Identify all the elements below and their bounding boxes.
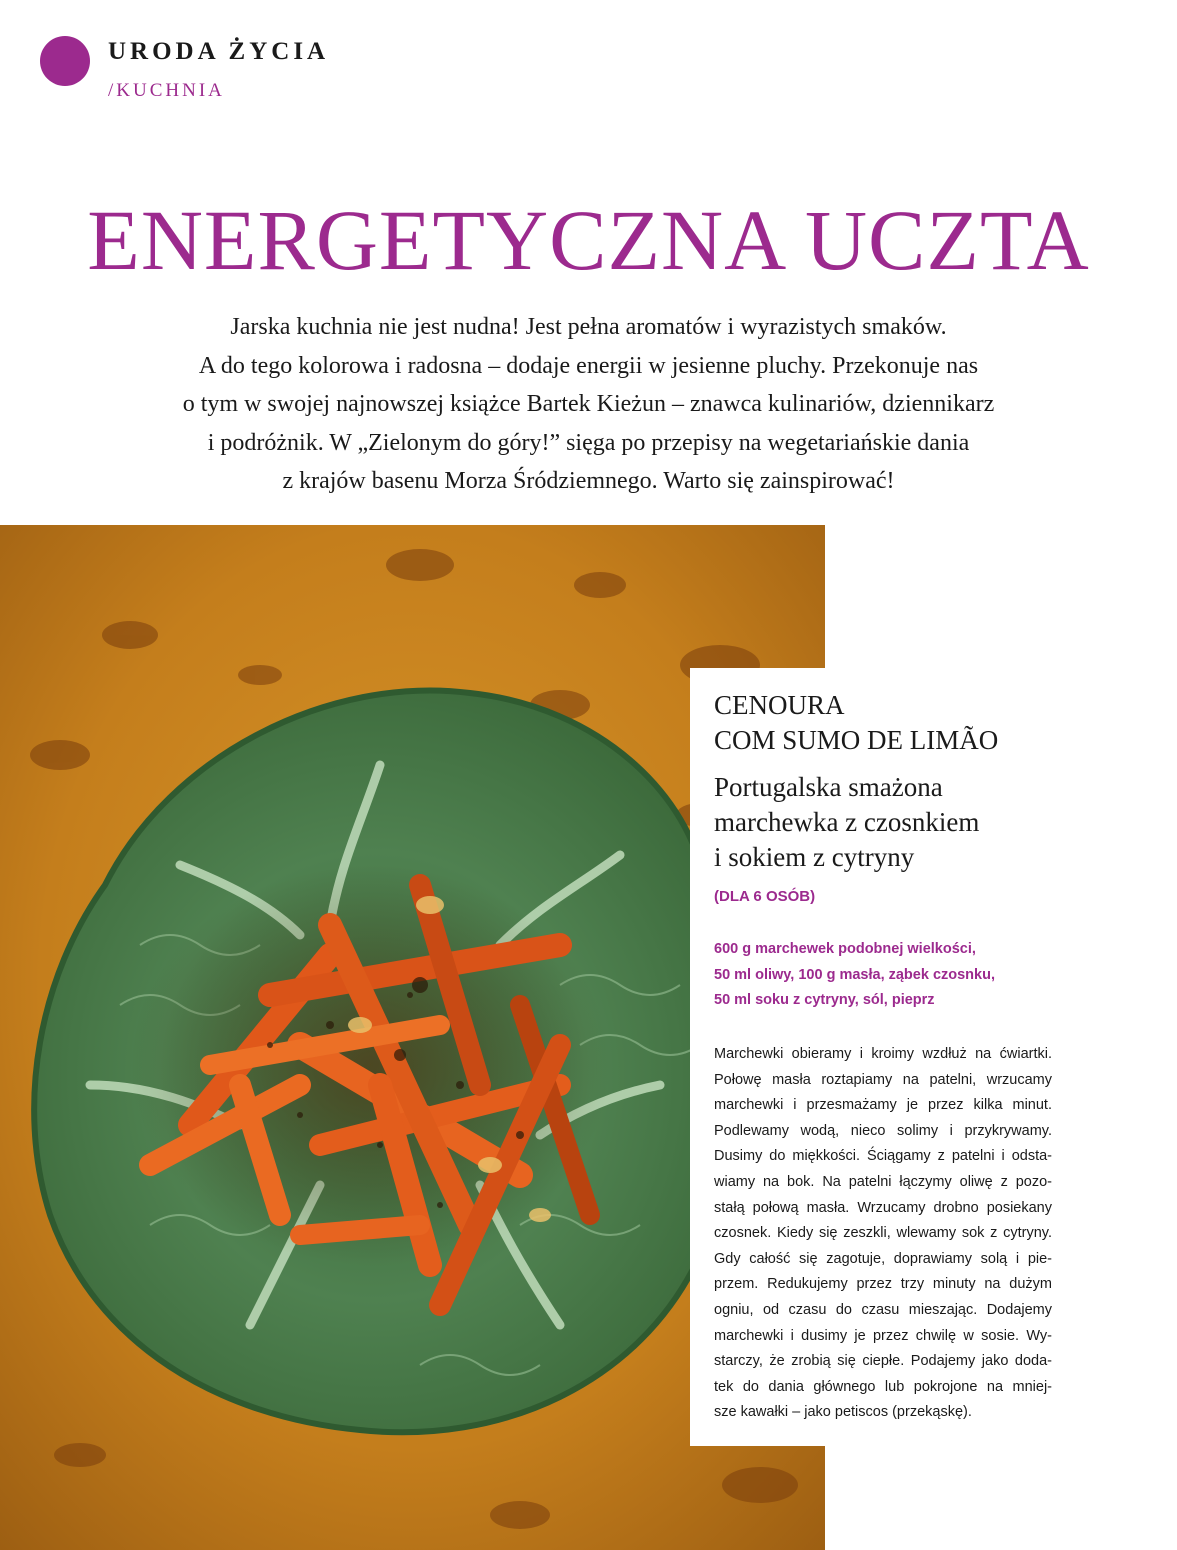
- method-line: sze kawałki – jako petiscos (przekąskę).: [714, 1404, 972, 1421]
- method-line: Gdy całość się zagotuje, doprawiamy solą i pie-: [714, 1250, 1052, 1267]
- method-line: Podlewamy wodą, nieco solimy i przykrywamy.: [714, 1122, 1052, 1139]
- lead-line: Jarska kuchnia nie jest nudna! Jest pełna aromatów i wyrazistych smaków.: [230, 314, 947, 340]
- lead-line: z krajów basenu Morza Śródziemnego. Warto się zainspirować!: [282, 468, 895, 494]
- ingredient-line: 50 ml soku z cytryny, sól, pieprz: [714, 992, 935, 1008]
- recipe-name-line: COM SUMO DE LIMÃO: [714, 725, 999, 755]
- lead-line: A do tego kolorowa i radosna – dodaje energii w jesienne pluchy. Przekonuje nas: [198, 352, 979, 379]
- article-title: ENERGETYCZNA UCZTA: [87, 192, 1090, 288]
- brand-dot: [40, 36, 90, 86]
- recipe-method: [714, 1042, 1052, 1426]
- method-line: czosnek. Kiedy się zeszkli, wlewamy sok z cytryny.: [714, 1225, 1052, 1242]
- method-line: marchewki i dusimy je przez chwilę w sosie. Wy-: [714, 1327, 1052, 1344]
- recipe-ingredients: [714, 937, 1154, 1014]
- recipe-servings: (DLA 6 OSÓB): [714, 888, 816, 905]
- method-line: stałą połową masła. Wrzucamy drobno posiekany: [714, 1199, 1052, 1216]
- method-line: przem. Redukujemy przez trzy minuty na dużym: [714, 1276, 1052, 1293]
- recipe-subtitle: [714, 770, 1154, 875]
- method-line: wiamy na bok. Na patelni łączymy oliwę z pozo-: [714, 1173, 1052, 1190]
- method-line: Połowę masła roztapiamy na patelni, wrzucamy: [714, 1071, 1052, 1088]
- recipe-name-line: CENOURA: [714, 690, 845, 720]
- method-line: Dusimy do miękkości. Ściągamy z patelni i odsta-: [714, 1148, 1052, 1165]
- recipe-subtitle-line: Portugalska smażona: [714, 772, 943, 802]
- ingredient-line: 50 ml oliwy, 100 g masła, ząbek czosnku,: [714, 966, 995, 983]
- lead-line: o tym w swojej najnowszej książce Bartek Kieżun – znawca kulinariów, dziennikarz: [182, 391, 995, 417]
- recipe-subtitle-line: marchewka z czosnkiem: [714, 807, 980, 837]
- method-line: starczy, że zrobią się ciepłe. Podajemy jako doda-: [714, 1353, 1052, 1370]
- recipe-name: [714, 688, 1154, 758]
- section-label: /KUCHNIA: [108, 80, 225, 101]
- recipe-subtitle-line: i sokiem z cytryny: [714, 842, 915, 872]
- lead-line: i podróżnik. W „Zielonym do góry!” sięga po przepisy na wegetariańskie dania: [207, 429, 970, 456]
- method-line: tek do dania głównego lub pokrojone na mniej-: [714, 1378, 1052, 1395]
- method-line: marchewki i przesmażamy je przez kilka minut.: [714, 1097, 1052, 1114]
- ingredient-line: 600 g marchewek podobnej wielkości,: [714, 941, 976, 957]
- method-line: Marchewki obieramy i kroimy wzdłuż na ćwiartki.: [714, 1046, 1052, 1062]
- article-lead: [90, 308, 1087, 501]
- brand-title: URODA ŻYCIA: [108, 38, 330, 65]
- method-line: ogniu, od czasu do czasu mieszając. Dodajemy: [714, 1301, 1052, 1318]
